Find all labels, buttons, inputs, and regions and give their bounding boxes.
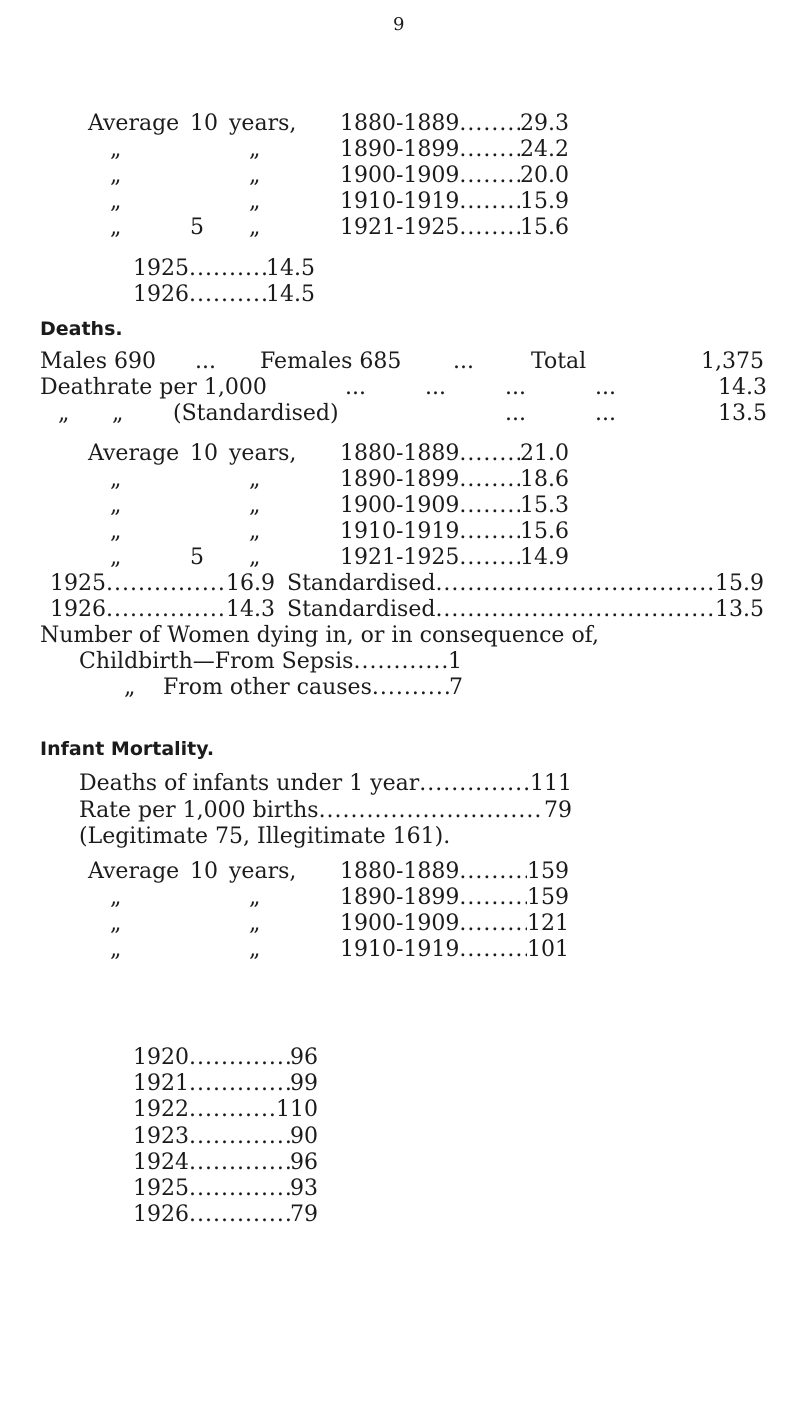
leader-dots bbox=[459, 466, 520, 494]
leader-dots bbox=[189, 1175, 290, 1203]
ellipsis: ... bbox=[595, 375, 616, 400]
year: 1925 bbox=[133, 1176, 189, 1201]
years-unit: years, bbox=[229, 441, 297, 466]
year-value: 99 bbox=[290, 1071, 318, 1097]
average-value: 121 bbox=[527, 911, 569, 936]
period: 1890-1899 bbox=[340, 467, 460, 492]
leader-dots bbox=[459, 162, 520, 190]
leader-dots bbox=[189, 1070, 290, 1098]
leader-dots bbox=[189, 1201, 290, 1229]
period: 1900-1909 bbox=[340, 911, 460, 936]
leader-dots bbox=[459, 884, 527, 912]
deathrate-label: Deathrate per 1,000 bbox=[40, 375, 267, 400]
average-value: 15.6 bbox=[520, 215, 569, 240]
period: 1890-1899 bbox=[340, 137, 460, 162]
leader-dots bbox=[459, 518, 520, 546]
year-row bbox=[133, 281, 315, 309]
period: 1910-1919 bbox=[340, 519, 460, 544]
average-label: Average bbox=[88, 441, 180, 466]
year-row bbox=[133, 1149, 318, 1177]
year-value: 96 bbox=[290, 1149, 318, 1175]
year: 1926 bbox=[50, 597, 106, 622]
period: 1880-1889 bbox=[340, 111, 460, 136]
period: 1921-1925 bbox=[340, 215, 460, 240]
leader-dots bbox=[106, 596, 226, 624]
period-row bbox=[340, 884, 569, 912]
period-length: 10 bbox=[190, 441, 218, 466]
period: 1910-1919 bbox=[340, 189, 460, 214]
year-row bbox=[133, 1201, 318, 1229]
ditto-mark: „ bbox=[124, 675, 136, 700]
average-value: 14.9 bbox=[520, 545, 569, 570]
year: 1926 bbox=[133, 282, 189, 307]
ditto-mark: „ bbox=[110, 911, 122, 936]
year-row bbox=[133, 1096, 318, 1124]
standardised-row bbox=[287, 596, 764, 624]
leader-dots bbox=[189, 1044, 290, 1072]
standardised-label: Standardised bbox=[287, 571, 436, 596]
year: 1922 bbox=[133, 1097, 189, 1123]
period-row bbox=[340, 466, 569, 494]
leader-dots bbox=[106, 570, 226, 598]
period-row bbox=[340, 136, 569, 164]
ditto-mark: „ bbox=[110, 137, 122, 162]
period: 1880-1889 bbox=[340, 859, 460, 884]
year-value: 14.5 bbox=[266, 256, 315, 281]
deathrate-value: 14.3 bbox=[718, 375, 767, 400]
females-count: Females 685 bbox=[260, 349, 402, 374]
leader-dots bbox=[459, 214, 520, 242]
period-length: 10 bbox=[190, 111, 218, 136]
average-value: 15.3 bbox=[520, 493, 569, 518]
ditto-mark: „ bbox=[112, 401, 124, 426]
leader-dots bbox=[419, 770, 530, 798]
leader-dots bbox=[459, 110, 520, 138]
leader-dots bbox=[189, 1123, 290, 1151]
average-value: 15.9 bbox=[520, 189, 569, 214]
average-value: 29.3 bbox=[520, 111, 569, 136]
leader-dots bbox=[459, 440, 520, 468]
period-row bbox=[340, 188, 569, 216]
ditto-mark: „ bbox=[110, 215, 122, 240]
period-row bbox=[340, 440, 569, 468]
average-label: Average bbox=[88, 859, 180, 884]
leader-dots bbox=[435, 570, 715, 598]
infant-rate-value: 79 bbox=[544, 798, 572, 823]
standardised-label: (Standardised) bbox=[173, 401, 339, 426]
average-value: 159 bbox=[527, 885, 569, 910]
leader-dots bbox=[459, 858, 527, 886]
period-row bbox=[340, 544, 569, 572]
infant-deaths-label: Deaths of infants under 1 year bbox=[79, 771, 420, 796]
period-row bbox=[340, 162, 569, 190]
period: 1900-1909 bbox=[340, 493, 460, 518]
infant-heading: Infant Mortality. bbox=[40, 738, 215, 760]
ditto-mark: „ bbox=[249, 937, 261, 962]
ellipsis: ... bbox=[195, 349, 216, 374]
year-value: 16.9 bbox=[226, 571, 275, 596]
period-length: 5 bbox=[190, 215, 204, 240]
period-row bbox=[340, 518, 569, 546]
ditto-mark: „ bbox=[249, 545, 261, 570]
ellipsis: ... bbox=[425, 375, 446, 400]
ellipsis: ... bbox=[505, 401, 526, 426]
leader-dots bbox=[189, 281, 266, 309]
other-causes-label: From other causes bbox=[163, 675, 372, 700]
ditto-mark: „ bbox=[110, 519, 122, 544]
ditto-mark: „ bbox=[110, 189, 122, 214]
years-unit: years, bbox=[229, 859, 297, 884]
ditto-mark: „ bbox=[249, 163, 261, 188]
ditto-mark: „ bbox=[249, 911, 261, 936]
year-value: 14.3 bbox=[226, 597, 275, 622]
year-row bbox=[50, 570, 275, 598]
infant-deaths-row bbox=[79, 770, 572, 798]
ditto-mark: „ bbox=[110, 467, 122, 492]
ditto-mark: „ bbox=[249, 189, 261, 214]
leader-dots bbox=[435, 596, 715, 624]
leader-dots bbox=[459, 910, 527, 938]
year-value: 96 bbox=[290, 1045, 318, 1070]
childbirth-intro: Number of Women dying in, or in consequence of, bbox=[40, 623, 600, 648]
leader-dots bbox=[189, 1149, 290, 1177]
period: 1890-1899 bbox=[340, 885, 460, 910]
other-causes-value: 7 bbox=[449, 675, 463, 700]
deaths-heading: Deaths. bbox=[40, 318, 123, 340]
average-value: 21.0 bbox=[520, 441, 569, 466]
year-value: 79 bbox=[290, 1202, 318, 1228]
average-value: 18.6 bbox=[520, 467, 569, 492]
leader-dots bbox=[372, 674, 449, 702]
page-number: 9 bbox=[393, 14, 405, 35]
standardised-value: 13.5 bbox=[718, 401, 767, 426]
total-value: 1,375 bbox=[701, 349, 764, 374]
average-value: 24.2 bbox=[520, 137, 569, 162]
ellipsis: ... bbox=[505, 375, 526, 400]
year: 1926 bbox=[133, 1202, 189, 1228]
period-row bbox=[340, 214, 569, 242]
average-value: 101 bbox=[527, 937, 569, 962]
infant-deaths-value: 111 bbox=[530, 771, 572, 796]
legitimacy-note: (Legitimate 75, Illegitimate 161). bbox=[79, 824, 451, 849]
average-value: 15.6 bbox=[520, 519, 569, 544]
ditto-mark: „ bbox=[249, 137, 261, 162]
average-value: 159 bbox=[527, 859, 569, 884]
ellipsis: ... bbox=[595, 401, 616, 426]
period: 1900-1909 bbox=[340, 163, 460, 188]
year: 1921 bbox=[133, 1071, 189, 1097]
standardised-value: 13.5 bbox=[715, 597, 764, 622]
year-value: 14.5 bbox=[266, 282, 315, 307]
period-row bbox=[340, 492, 569, 520]
leader-dots bbox=[459, 936, 527, 964]
standardised-value: 15.9 bbox=[715, 571, 764, 596]
year-row bbox=[133, 1175, 318, 1203]
leader-dots bbox=[319, 797, 544, 825]
ditto-mark: „ bbox=[249, 885, 261, 910]
year: 1925 bbox=[50, 571, 106, 596]
ditto-mark: „ bbox=[249, 467, 261, 492]
infant-rate-label: Rate per 1,000 births bbox=[79, 798, 319, 823]
ditto-mark: „ bbox=[58, 401, 70, 426]
period-row bbox=[340, 110, 569, 138]
ditto-mark: „ bbox=[249, 519, 261, 544]
year-row bbox=[133, 255, 315, 283]
year-value: 110 bbox=[276, 1097, 318, 1123]
ditto-mark: „ bbox=[249, 215, 261, 240]
period-row bbox=[340, 936, 569, 964]
year-value: 90 bbox=[290, 1123, 318, 1149]
year-row bbox=[133, 1044, 318, 1072]
infant-rate-row bbox=[79, 797, 572, 825]
sepsis-value: 1 bbox=[448, 649, 462, 674]
period: 1921-1925 bbox=[340, 545, 460, 570]
leader-dots bbox=[459, 136, 520, 164]
period-length: 10 bbox=[190, 859, 218, 884]
average-label: Average bbox=[88, 111, 180, 136]
leader-dots bbox=[459, 544, 520, 572]
period: 1880-1889 bbox=[340, 441, 460, 466]
ellipsis: ... bbox=[345, 375, 366, 400]
ditto-mark: „ bbox=[249, 493, 261, 518]
sepsis-label: Childbirth—From Sepsis bbox=[79, 649, 354, 674]
average-value: 20.0 bbox=[520, 163, 569, 188]
ditto-mark: „ bbox=[110, 545, 122, 570]
leader-dots bbox=[189, 1096, 276, 1124]
males-count: Males 690 bbox=[40, 349, 156, 374]
total-label: Total bbox=[531, 349, 587, 374]
standardised-label: Standardised bbox=[287, 597, 436, 622]
period-row bbox=[340, 910, 569, 938]
year: 1924 bbox=[133, 1149, 189, 1175]
leader-dots bbox=[189, 255, 266, 283]
ellipsis: ... bbox=[453, 349, 474, 374]
year: 1920 bbox=[133, 1045, 189, 1070]
sepsis-row bbox=[79, 648, 462, 676]
year: 1923 bbox=[133, 1123, 189, 1149]
standardised-row bbox=[287, 570, 764, 598]
ditto-mark: „ bbox=[110, 163, 122, 188]
year-row bbox=[50, 596, 275, 624]
year-row bbox=[133, 1123, 318, 1151]
period-row bbox=[340, 858, 569, 886]
period: 1910-1919 bbox=[340, 937, 460, 962]
leader-dots bbox=[459, 492, 520, 520]
leader-dots bbox=[353, 648, 448, 676]
year-row bbox=[133, 1070, 318, 1098]
other-causes-row bbox=[163, 674, 463, 702]
ditto-mark: „ bbox=[110, 937, 122, 962]
year: 1925 bbox=[133, 256, 189, 281]
period-length: 5 bbox=[190, 545, 204, 570]
leader-dots bbox=[459, 188, 520, 216]
ditto-mark: „ bbox=[110, 885, 122, 910]
year-value: 93 bbox=[290, 1176, 318, 1201]
years-unit: years, bbox=[229, 111, 297, 136]
ditto-mark: „ bbox=[110, 493, 122, 518]
